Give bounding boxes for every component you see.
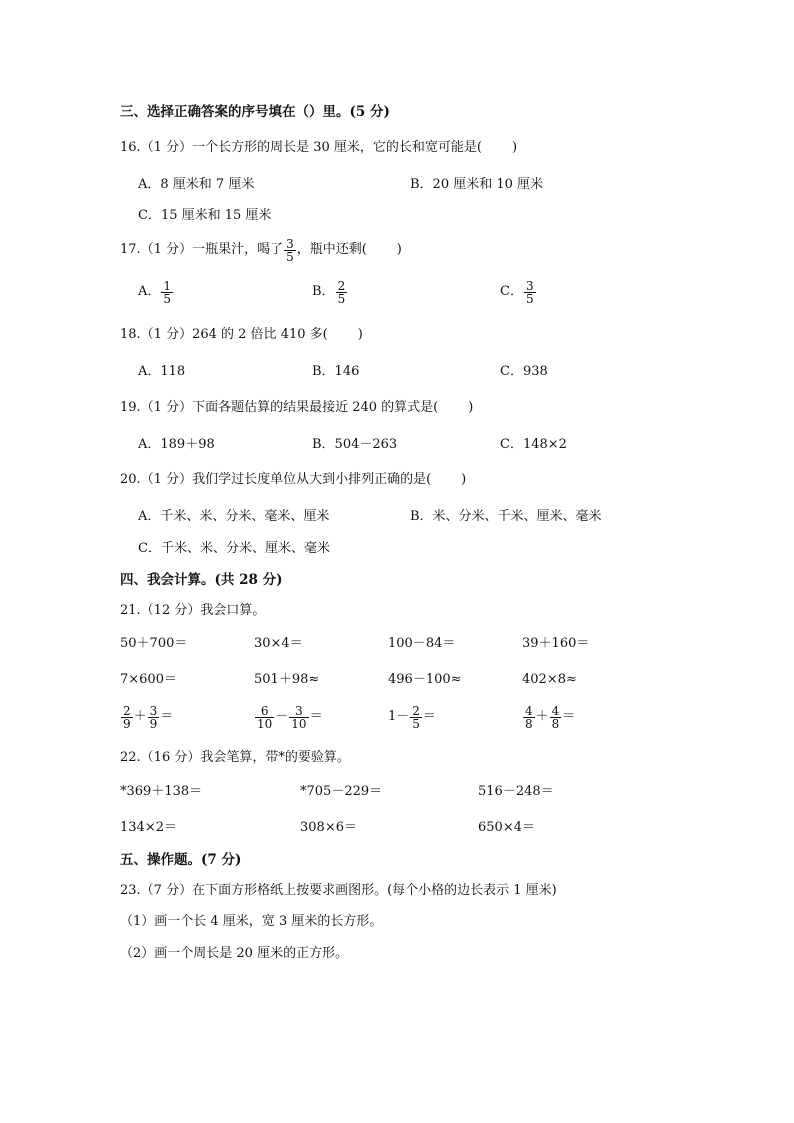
question-20-stem: 20.（1 分）我们学过长度单位从大到小排列正确的是( xyxy=(120,472,432,487)
option-16-a[interactable]: A．8 厘米和 7 厘米 xyxy=(138,177,255,192)
calc-expression: 30×4＝ xyxy=(254,636,303,651)
question-18: 18.（1 分）264 的 2 倍比 410 多( ) xyxy=(120,327,363,342)
question-16-stem: 16.（1 分）一个长方形的周长是 30 厘米，它的长和宽可能是( xyxy=(120,140,482,155)
question-17-stem: 17.（1 分）一瓶果汁，喝了 xyxy=(120,242,284,257)
calc-expression: 134×2＝ xyxy=(120,820,177,835)
section-title-4: 四、我会计算。(共 28 分) xyxy=(120,572,283,588)
question-17: 17.（1 分）一瓶果汁，喝了 $\frac{3}{5}$ ，瓶中还剩( ) xyxy=(120,236,402,264)
option-19-a[interactable]: A．189＋98 xyxy=(138,437,215,452)
option-17-c[interactable]: C． $\frac{3}{5}$ xyxy=(500,278,534,306)
calc-expression: 308×6＝ xyxy=(300,820,357,835)
calc-expression: *369＋138＝ xyxy=(120,784,203,799)
fraction: $\frac{3}{5}$ xyxy=(286,236,294,264)
option-18-b[interactable]: B．146 xyxy=(312,364,360,379)
question-19: 19.（1 分）下面各题估算的结果最接近 240 的算式是( ) xyxy=(120,400,474,415)
fraction: $\frac{1}{5}$ xyxy=(163,278,172,306)
option-17-b[interactable]: B． $\frac{2}{5}$ xyxy=(312,278,346,306)
section-title-5: 五、操作题。(7 分) xyxy=(120,852,242,868)
calc-expression: 402×8≈ xyxy=(522,672,577,687)
option-18-c[interactable]: C．938 xyxy=(500,364,548,379)
calc-expression: 100－84＝ xyxy=(388,636,456,651)
calc-expression: 7×600＝ xyxy=(120,672,177,687)
calc-expression: *705－229＝ xyxy=(300,784,383,799)
option-17-a[interactable]: A． $\frac{1}{5}$ xyxy=(138,278,172,306)
fraction-expression: $\frac{6}{10}$ － $\frac{3}{10}$ ＝ xyxy=(257,703,323,731)
question-21-stem: 21.（12 分）我会口算。 xyxy=(120,603,266,618)
question-20: 20.（1 分）我们学过长度单位从大到小排列正确的是( ) xyxy=(120,472,467,487)
option-20-b[interactable]: B．米、分米、千米、厘米、毫米 xyxy=(410,509,602,524)
option-19-b[interactable]: B．504－263 xyxy=(312,437,398,452)
calc-expression: 496－100≈ xyxy=(388,672,462,687)
question-23-stem: 23.（7 分）在下面方形格纸上按要求画图形。(每个小格的边长表示 1 厘米) xyxy=(120,883,557,898)
option-20-a[interactable]: A．千米、米、分米、毫米、厘米 xyxy=(138,509,330,524)
calc-expression: 501＋98≈ xyxy=(254,672,320,687)
fraction-expression: $\frac{4}{8}$ ＋ $\frac{4}{8}$ ＝ xyxy=(525,703,576,731)
fraction: $\frac{2}{5}$ xyxy=(337,278,346,306)
section-title-3: 三、选择正确答案的序号填在（）里。(5 分) xyxy=(120,104,390,120)
calc-expression: 650×4＝ xyxy=(478,820,535,835)
fraction: $\frac{3}{5}$ xyxy=(525,278,534,306)
fraction-expression: 1－ $\frac{2}{5}$ ＝ xyxy=(388,703,436,731)
option-16-c[interactable]: C．15 厘米和 15 厘米 xyxy=(138,208,272,223)
question-19-stem: 19.（1 分）下面各题估算的结果最接近 240 的算式是( xyxy=(120,400,439,415)
option-18-a[interactable]: A．118 xyxy=(138,364,186,379)
option-19-c[interactable]: C．148×2 xyxy=(500,437,567,452)
question-16: 16.（1 分）一个长方形的周长是 30 厘米，它的长和宽可能是( ) xyxy=(120,140,518,155)
calc-expression: 39＋160＝ xyxy=(522,636,590,651)
calc-expression: 516－248＝ xyxy=(478,784,554,799)
option-20-c[interactable]: C．千米、米、分米、厘米、毫米 xyxy=(138,541,330,556)
question-23-part-2: （2）画一个周长是 20 厘米的正方形。 xyxy=(120,946,349,961)
question-23-part-1: （1）画一个长 4 厘米，宽 3 厘米的长方形。 xyxy=(120,914,383,929)
question-18-stem: 18.（1 分）264 的 2 倍比 410 多( xyxy=(120,327,328,342)
question-22-stem: 22.（16 分）我会笔算，带*的要验算。 xyxy=(120,750,350,765)
calc-expression: 50＋700＝ xyxy=(120,636,188,651)
fraction-expression: $\frac{2}{9}$ ＋ $\frac{3}{9}$ ＝ xyxy=(123,703,174,731)
option-16-b[interactable]: B．20 厘米和 10 厘米 xyxy=(410,177,544,192)
